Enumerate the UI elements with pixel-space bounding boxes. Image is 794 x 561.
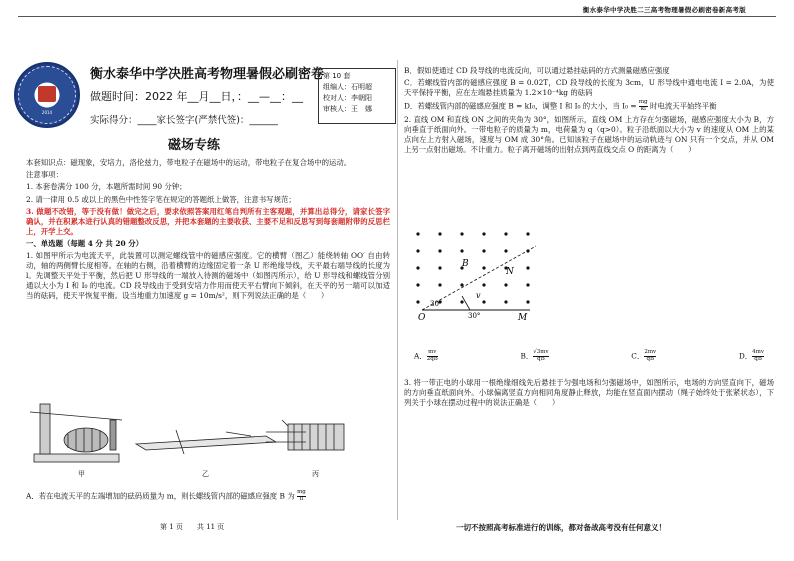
question-2-options	[404, 350, 774, 363]
option-2D-letter: D．	[738, 351, 753, 361]
notes-title: 注意事项：	[26, 170, 63, 180]
option-2B-fraction	[533, 350, 548, 363]
magnetic-field-diagram	[410, 226, 560, 322]
info-box	[318, 68, 396, 124]
option-1D-fraction	[639, 100, 648, 113]
current-balance-figures	[26, 384, 390, 484]
field-dot	[438, 283, 441, 286]
option-1A-text: A．若在电流天平的左端增加的砝码质量为 m，则长螺线管内部的磁感应强度 B 为	[26, 491, 295, 501]
option-2B	[520, 350, 548, 363]
option-2D-den: qB	[754, 355, 762, 362]
field-dot	[482, 300, 485, 303]
option-2C-num: 2mv	[644, 349, 657, 355]
group-leader: 组编人：石明超	[323, 82, 372, 91]
question-3-stem: 3. 将一带正电的小球用一根绝缘细线先后悬挂于匀强电场和匀强磁场中，如图所示，电场的方向竖直向下，磁场的方向垂直纸面向外。小球偏离竖直方向相同角度静止释放，均能在竖直面内摆动（绳子始终处于张紧状态），下列关于小球在摆动过程中的说法正确是（ ）	[404, 378, 774, 407]
set-number: 第 10 套	[323, 72, 351, 80]
field-dot	[416, 232, 419, 235]
note-3: 3. 做题不改错，等于没有做！做完之后，要求依照答案用红笔自判所有主客观题，并算出总得分，请家长签字确认，并在积累本进行认真的错题整改反思，并把本套题的主要收获、主要不足和反思写到每套题附带的反思栏上，开学上交。	[26, 206, 390, 236]
field-dot	[504, 232, 507, 235]
option-2B-den: qB	[537, 355, 545, 362]
fig-label-jia: 甲	[78, 470, 85, 478]
option-2D	[739, 350, 764, 363]
option-2C-letter: C．	[631, 351, 645, 361]
reviewer: 审核人：王 娜	[323, 104, 372, 113]
label-B: B	[462, 259, 469, 269]
running-header: 衡水泰华中学决胜二三高考物理暑假必刷密卷新高考版	[582, 6, 746, 14]
logo-emblem	[38, 86, 56, 102]
figure-yi	[136, 430, 276, 454]
left-column	[26, 158, 390, 303]
field-dot	[460, 283, 463, 286]
page-number: 第 1 页 共 11 页	[160, 523, 225, 531]
option-2D-fraction	[752, 350, 764, 363]
logo-year: 2014	[41, 110, 53, 115]
option-1A-num: mg	[297, 489, 306, 495]
fig-label-bing: 丙	[312, 470, 319, 478]
field-dot	[504, 249, 507, 252]
field-dot	[526, 300, 529, 303]
field-dot	[526, 283, 529, 286]
option-1A-fraction	[297, 490, 306, 503]
angle-30-a: 30°	[430, 300, 443, 308]
field-dot	[438, 249, 441, 252]
option-1C: C．若螺线管内部的磁感应强度 B = 0.02T，CD 段导线的长度为 3cm，U 形导线中通电电流 I = 2.0A，为使天平保持平衡，应在左端悬挂质量为 1.2×10⁻⁴kg 的砝码	[404, 78, 774, 98]
option-2A-fraction	[427, 350, 438, 363]
knowledge-points: 本套知识点：磁现象，安培力，洛伦兹力，带电粒子在磁场中的运动，带电粒子在复合场中的运动。	[26, 158, 352, 167]
option-1B: B．假如使通过 CD 段导线的电流反向，可以通过悬挂砝码的方式测量磁感应强度	[404, 66, 670, 75]
field-dot	[482, 232, 485, 235]
header-rule	[18, 16, 776, 17]
field-dot	[526, 266, 529, 269]
option-1D-pre: D．若螺线管内部的磁感应强度 B = kI₀，调整 I 和 I₀ 的大小，当	[404, 101, 620, 111]
figure-jia	[30, 404, 122, 462]
option-2A	[414, 350, 438, 363]
field-dot	[482, 283, 485, 286]
option-1A	[26, 490, 390, 503]
footer-slogan: 一切不按照高考标准进行的训练，都对备战高考没有任何意义！	[456, 523, 666, 532]
column-divider	[397, 60, 398, 520]
question-3-block	[404, 378, 774, 410]
subject-title: 磁场专练	[168, 138, 221, 153]
field-dot	[460, 249, 463, 252]
field-dot	[460, 232, 463, 235]
field-dot	[504, 300, 507, 303]
option-2A-letter: A．	[414, 351, 427, 361]
label-O: O	[418, 313, 426, 322]
right-column	[404, 66, 774, 157]
field-dot	[482, 266, 485, 269]
field-dot	[416, 266, 419, 269]
option-1D	[404, 100, 774, 113]
section-heading: 一、单选题（每题 4 分 共 20 分）	[26, 238, 143, 248]
question-1-stem: 1. 如图甲所示为电流天平，此装置可以测定螺线管中的磁感应强度。它的横臂（图乙）能绕转轴 OO′ 自由转动，轴的两侧臂长度相等。在轴的右侧，沿着横臂的边缘固定着一条 U 形绝缘导线，天平最右端导线的长度为 l。先调整天平处于平衡，然后把 U 形导线的一端放入待测的磁场中（如图丙所示），给 U 形导线和螺线管分别通以大小为 I 和 I₀ 的电流。CD 段导线由于受到安培力作用而使天平右臂向下倾斜，在天平的另一端可以加适当的砝码，使天平恢复平衡。设当地重力加速度 g = 10m/s²，则下列说法正确的是（ ）	[26, 251, 390, 300]
option-1D-post: 时电流天平始终平衡	[650, 101, 717, 111]
exam-title: 衡水泰华中学决胜高考物理暑假必刷密卷	[90, 67, 325, 82]
time-line: 做题时间：2022 年__月__日，：__—__：__	[90, 90, 303, 103]
label-v: v	[476, 291, 481, 300]
field-dot	[438, 232, 441, 235]
school-logo	[14, 62, 80, 128]
field-dot	[416, 300, 419, 303]
note-2: 2. 请一律用 0.5 或以上的黑色中性签字笔在规定的答题纸上做答，注意书写规范；	[26, 194, 296, 204]
field-dot	[482, 249, 485, 252]
option-2C	[631, 350, 656, 363]
option-2C-fraction	[644, 350, 656, 363]
score-line: 实际得分：____家长签字(严禁代签)：______	[90, 115, 278, 126]
note-1: 1. 本套卷满分 100 分，本题所需时间 90 分钟；	[26, 182, 187, 192]
fig-label-yi: 乙	[202, 470, 209, 478]
field-dot	[460, 300, 463, 303]
field-dot	[416, 283, 419, 286]
option-2C-den: qB	[646, 355, 655, 362]
field-dot	[438, 266, 441, 269]
option-2B-letter: B．	[520, 351, 534, 361]
option-2D-num: 4mv	[752, 349, 764, 355]
option-2B-num: √3mv	[533, 349, 549, 355]
field-dot	[526, 232, 529, 235]
angle-30-b: 30°	[468, 312, 481, 320]
field-dot	[504, 283, 507, 286]
question-2-stem: 2. 直线 OM 和直线 ON 之间的夹角为 30°，如图所示，直线 OM 上方存在匀强磁场，磁感应强度大小为 B，方向垂直于纸面向外。一带电粒子的质量为 m，电荷量为 q（q>0）。粒子沿纸面以大小为 v 的速度从 OM 上的某点向左上方射入磁场，速度与 OM 成 30°角。已知该粒子在磁场中的运动轨迹与 ON 只有一个交点，并从 OM 上另一点射出磁场。不计重力。粒子离开磁场的出射点到两直线交点 O 的距离为（ ）	[404, 115, 774, 154]
option-1D-num: mg	[638, 99, 648, 106]
label-M: M	[518, 313, 528, 322]
field-dot	[416, 249, 419, 252]
option-1D-den: kl	[640, 106, 646, 113]
option-2A-den: 2qB	[426, 355, 438, 362]
option-1A-den: Il	[299, 495, 304, 502]
figure-bing	[266, 420, 344, 450]
label-N: N	[506, 267, 514, 277]
option-2A-num: mv	[428, 349, 437, 355]
option-1D-lhs: I₀ =	[622, 101, 637, 111]
proofreader: 校对人：李朝阳	[323, 93, 372, 102]
